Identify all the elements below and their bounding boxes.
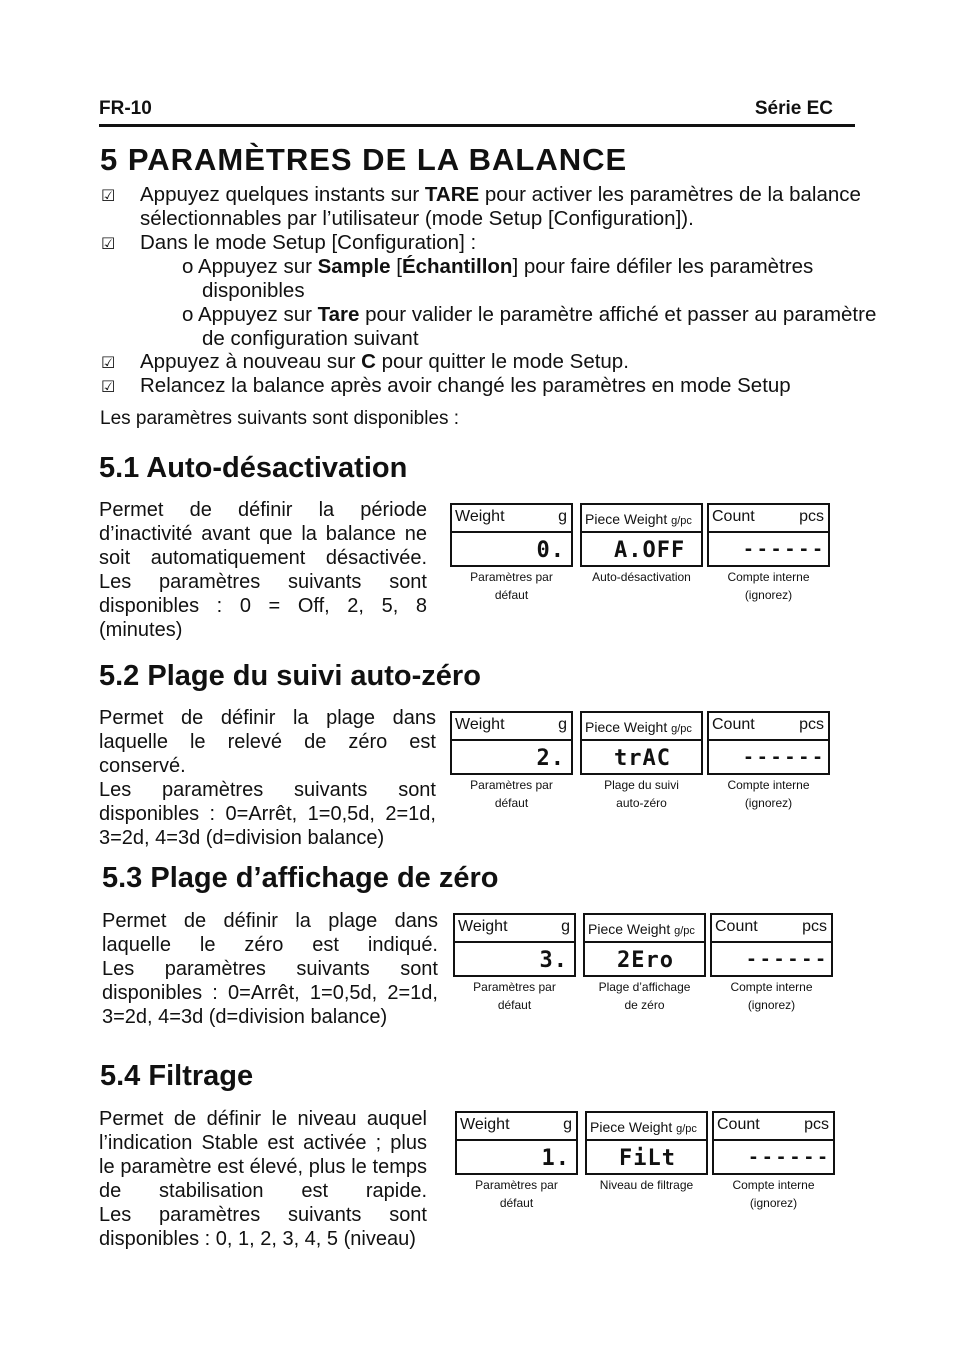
- weight-display: [450, 503, 573, 567]
- weight-value: 1.: [541, 1146, 570, 1171]
- piece-weight-display: [580, 711, 703, 775]
- intro-sub-2-line2: de configuration suivant: [202, 327, 419, 350]
- weight-value: 3.: [539, 948, 568, 973]
- weight-unit: g: [558, 508, 567, 525]
- subsection-description: [102, 909, 438, 1029]
- subsection-title: 5.3 Plage d’affichage de zéro: [102, 862, 499, 894]
- description-line: Les paramètres suivants sont: [99, 779, 436, 801]
- description-line: de stabilisation est rapide.: [99, 1180, 427, 1202]
- description-line: disponibles : 0=Arrêt, 1=0,5d, 2=1d,: [102, 982, 438, 1004]
- count-label: Count: [717, 1116, 760, 1133]
- weight-label: Weight: [455, 508, 505, 525]
- subsection-description: [99, 706, 436, 850]
- description-line: disponibles : 0 = Off, 2, 5, 8: [99, 595, 427, 617]
- intro-sub-1: o Appuyez sur Sample [Échantillon] pour faire défiler les paramètres: [182, 255, 814, 278]
- weight-display: [455, 1111, 578, 1175]
- weight-caption: Paramètres par défaut: [475, 1178, 558, 1210]
- piece-weight-label: Piece Weight g/pc: [585, 511, 692, 527]
- subsection-title: 5.1 Auto-désactivation: [99, 452, 408, 484]
- count-label: Count: [715, 918, 758, 935]
- description-line: soit automatiquement désactivée.: [99, 547, 427, 569]
- count-caption: Compte interne (ignorez): [730, 980, 813, 1012]
- weight-label: Weight: [455, 716, 505, 733]
- count-display: [707, 711, 830, 775]
- count-unit: pcs: [799, 716, 824, 733]
- count-caption: Compte interne (ignorez): [727, 778, 810, 810]
- piece-weight-caption: Auto-désactivation: [592, 570, 691, 584]
- description-line: disponibles : 0, 1, 2, 3, 4, 5 (niveau): [99, 1228, 416, 1250]
- intro-bullet-1-line2: sélectionnables par l’utilisateur (mode Setup [Configuration]).: [140, 207, 694, 230]
- piece-weight-display: [585, 1111, 708, 1175]
- description-line: 3=2d, 4=3d (d=division balance): [99, 827, 385, 849]
- description-line: (minutes): [99, 619, 183, 641]
- count-display: [710, 913, 833, 977]
- description-line: Permet de définir le niveau auquel: [99, 1108, 427, 1130]
- count-value: ------: [748, 1147, 832, 1168]
- weight-value: 0.: [536, 538, 565, 563]
- intro-sub-2: o Appuyez sur Tare pour valider le paramètre affiché et passer au paramètre: [182, 303, 877, 326]
- count-value: ------: [746, 949, 830, 970]
- count-value: ------: [743, 747, 827, 768]
- weight-caption: Paramètres par défaut: [473, 980, 556, 1012]
- intro-bullet-4: Relancez la balance après avoir changé les paramètres en mode Setup: [140, 374, 791, 397]
- available-note: Les paramètres suivants sont disponibles :: [100, 408, 460, 429]
- count-unit: pcs: [802, 918, 827, 935]
- piece-weight-caption: Plage du suivi auto-zéro: [604, 778, 679, 810]
- piece-weight-value: trAC: [614, 746, 671, 771]
- description-line: disponibles : 0=Arrêt, 1=0,5d, 2=1d,: [99, 803, 436, 825]
- piece-weight-value: FiLt: [619, 1146, 676, 1171]
- weight-display: [450, 711, 573, 775]
- count-caption: Compte interne (ignorez): [732, 1178, 815, 1210]
- description-line: Les paramètres suivants sont: [99, 1204, 427, 1226]
- checkbox-icon: ☑: [101, 236, 116, 253]
- description-line: le paramètre est élevé, plus le temps: [99, 1156, 427, 1178]
- subsection-description: [99, 498, 427, 642]
- count-display: [707, 503, 830, 567]
- count-value: ------: [743, 539, 827, 560]
- weight-unit: g: [558, 716, 567, 733]
- intro-bullet-3: Appuyez à nouveau sur C pour quitter le mode Setup.: [140, 350, 629, 373]
- piece-weight-label: Piece Weight g/pc: [585, 719, 692, 735]
- description-line: Les paramètres suivants sont: [99, 571, 427, 593]
- intro-sub-1-line2: disponibles: [202, 279, 305, 302]
- description-line: 3=2d, 4=3d (d=division balance): [102, 1006, 388, 1028]
- piece-weight-display: [583, 913, 706, 977]
- checkbox-icon: ☑: [101, 379, 116, 396]
- description-line: d’inactivité avant que la balance ne: [99, 523, 427, 545]
- weight-caption: Paramètres par défaut: [470, 570, 553, 602]
- weight-unit: g: [563, 1116, 572, 1133]
- piece-weight-caption: Niveau de filtrage: [599, 1178, 694, 1192]
- weight-unit: g: [561, 918, 570, 935]
- page-header: [99, 98, 855, 127]
- subsection-title: 5.4 Filtrage: [100, 1060, 254, 1092]
- section-title: 5 PARAMÈTRES DE LA BALANCE: [100, 142, 628, 177]
- piece-weight-label: Piece Weight g/pc: [590, 1119, 697, 1135]
- intro-bullet-1: Appuyez quelques instants sur TARE pour activer les paramètres de la balance: [140, 183, 861, 206]
- checkbox-icon: ☑: [101, 355, 116, 372]
- piece-weight-caption: Plage d’affichage de zéro: [598, 980, 691, 1012]
- intro-bullet-2: Dans le mode Setup [Configuration] :: [140, 231, 477, 254]
- description-line: l’indication Stable est activée ; plus: [99, 1132, 427, 1154]
- weight-display: [453, 913, 576, 977]
- description-line: laquelle le zéro est indiqué.: [102, 934, 438, 956]
- count-caption: Compte interne (ignorez): [727, 570, 810, 602]
- description-line: laquelle le relevé de zéro est conservé.: [99, 731, 436, 777]
- count-display: [712, 1111, 835, 1175]
- description-line: Permet de définir la plage dans: [99, 707, 436, 729]
- description-line: Permet de définir la plage dans: [102, 910, 438, 932]
- weight-value: 2.: [536, 746, 565, 771]
- weight-caption: Paramètres par défaut: [470, 778, 553, 810]
- count-label: Count: [712, 508, 755, 525]
- piece-weight-value: 2Ero: [617, 948, 674, 973]
- weight-label: Weight: [458, 918, 508, 935]
- checkbox-icon: ☑: [101, 188, 116, 205]
- description-line: Les paramètres suivants sont: [102, 958, 438, 980]
- count-label: Count: [712, 716, 755, 733]
- count-unit: pcs: [804, 1116, 829, 1133]
- description-line: Permet de définir la période: [99, 499, 427, 521]
- subsection-title: 5.2 Plage du suivi auto-zéro: [99, 660, 481, 692]
- subsection-description: [99, 1107, 427, 1251]
- piece-weight-label: Piece Weight g/pc: [588, 921, 695, 937]
- page-number: FR-10: [99, 98, 152, 119]
- piece-weight-value: A.OFF: [614, 538, 686, 563]
- series-name: Série EC: [754, 98, 833, 119]
- count-unit: pcs: [799, 508, 824, 525]
- piece-weight-display: [580, 503, 703, 567]
- weight-label: Weight: [460, 1116, 510, 1133]
